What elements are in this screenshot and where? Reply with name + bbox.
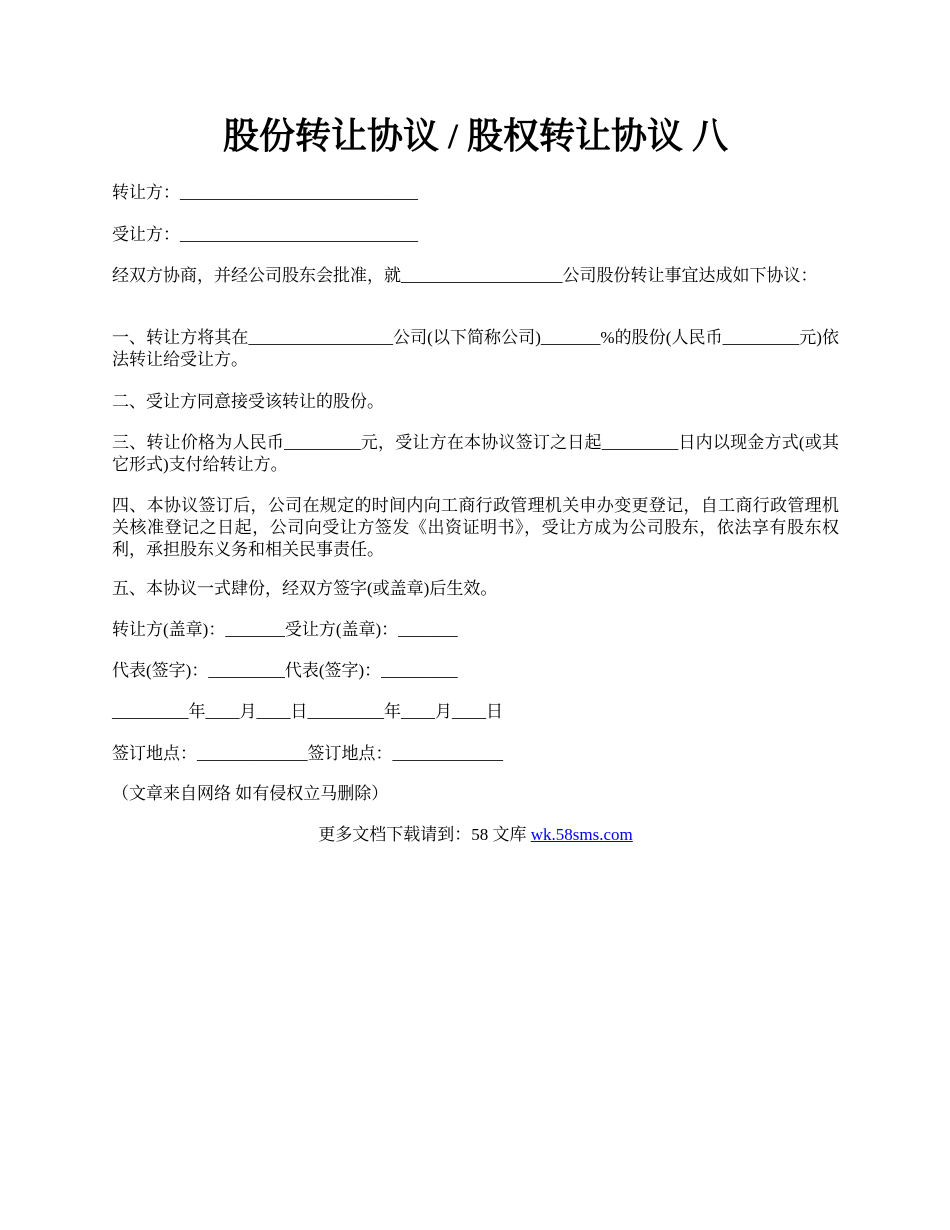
disclaimer-note: （文章来自网络 如有侵权立马删除） xyxy=(112,784,389,803)
clause-1: 一、转让方将其在_________________公司(以下简称公司)_______%的股份(人民币_________元)依法转让给受让方。 xyxy=(112,328,839,369)
document-title: 股份转让协议 / 股权转让协议 八 xyxy=(222,116,728,156)
representative-line: 代表(签字)：_________代表(签字)：_________ xyxy=(112,661,458,680)
clause-2: 二、受让方同意接受该转让的股份。 xyxy=(112,392,384,411)
transferor-line: 转让方：____________________________ xyxy=(112,183,418,202)
footer-prefix: 更多文档下载请到：58 文库 xyxy=(318,825,531,844)
clause-5: 五、本协议一式肆份，经双方签字(或盖章)后生效。 xyxy=(112,579,498,598)
download-site-link[interactable]: wk.58sms.com xyxy=(530,825,633,844)
clause-3: 三、转让价格为人民币_________元，受让方在本协议签订之日起_________日内以现金方式(或其它形式)支付给转让方。 xyxy=(112,433,839,474)
seal-line: 转让方(盖章)：_______受让方(盖章)：_______ xyxy=(112,620,458,639)
transferee-line: 受让方：____________________________ xyxy=(112,225,418,244)
date-line: _________年____月____日_________年____月____日 xyxy=(112,702,503,721)
clause-4: 四、本协议签订后，公司在规定的时间内向工商行政管理机关申办变更登记，自工商行政管理机关核准登记之日起，公司向受让方签发《出资证明书》，受让方成为公司股东，依法享有股东权利，承担股东义务和相关民事责任。 xyxy=(112,496,839,559)
download-footer xyxy=(112,824,839,846)
signing-place-line: 签订地点：_____________签订地点：_____________ xyxy=(112,744,503,763)
intro-paragraph: 经双方协商，并经公司股东会批准，就___________________公司股份转让事宜达成如下协议： xyxy=(112,266,818,285)
